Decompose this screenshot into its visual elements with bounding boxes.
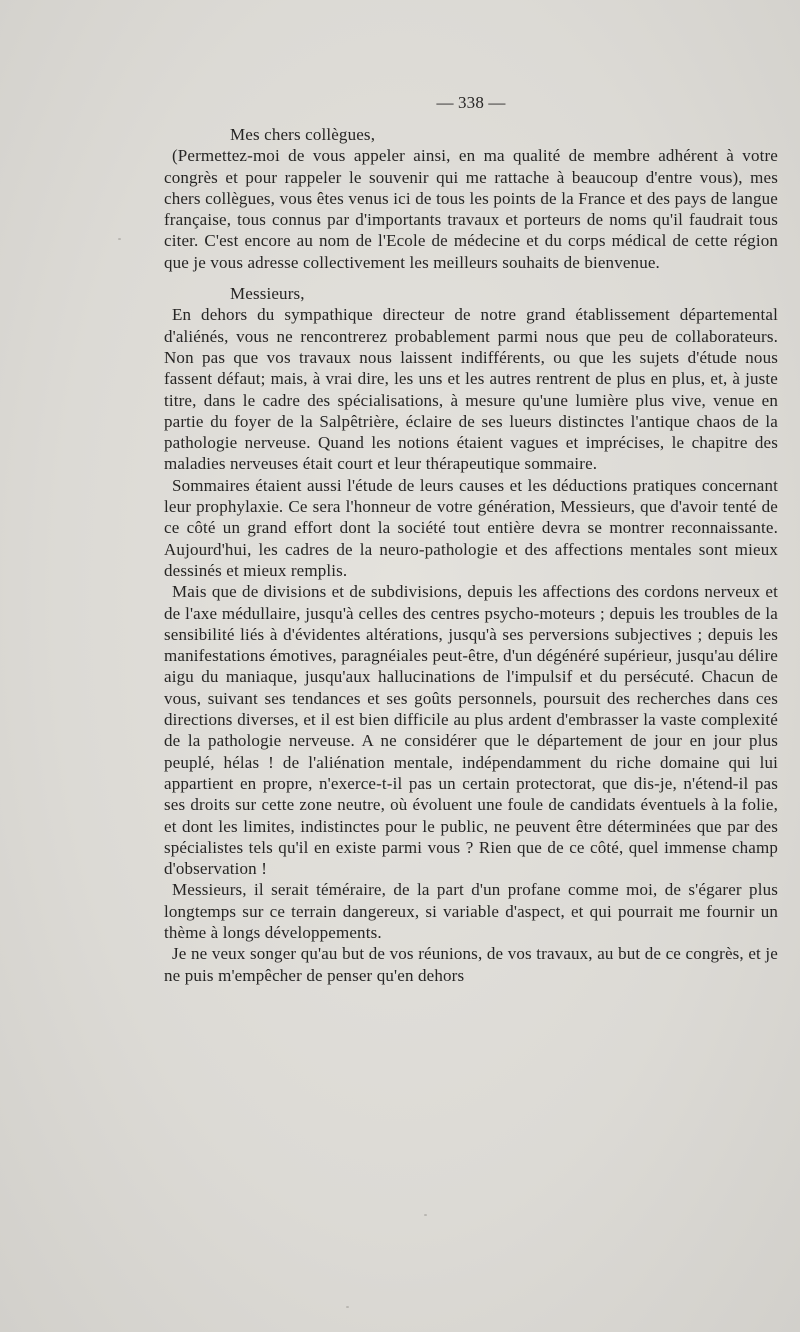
paragraph: Mais que de divisions et de subdivisions, depuis les affections des cordons nerveux et de l'axe médullaire, jusqu'à celles des centres psycho-moteurs ; depuis les troubles de la sensibilité liés à d'évidentes altérations, jusqu'à ses perversions subjectives ; depuis les manifestations émotives, paragnéiales peut-être, d'un dégénéré supérieur, jusqu'au délire aigu du maniaque, jusqu'aux hallucinations de l'impulsif et du persécuté. Chacun de vous, suivant ses tendances et ses goûts personnels, poursuit des recherches dans ces directions diverses, et il est bien difficile au plus ardent d'embrasser la vaste complexité de la pathologie nerveuse. A ne considérer que le département de jour en jour plus peuplé, hélas ! de l'aliénation mentale, indépendamment du riche domaine qui lui appartient en propre, n'exerce-t-il pas un certain protectorat, que dis-je, n'étend-il pas ses droits sur cette zone neutre, où évoluent une foule de candidats éventuels à la folie, et dont les limites, indistinctes pour le public, ne peuvent être déterminées que par des spécialistes tels qu'il en existe parmi vous ? Rien que de ce côté, quel immense champ d'observation ! <box>164 582 778 879</box>
paragraph: Messieurs, il serait téméraire, de la part d'un profane comme moi, de s'égarer plus longtemps sur ce terrain dangereux, si variable d'aspect, et qui pourrait me fournir un thème à longs développements. <box>164 880 778 942</box>
paragraph: Sommaires étaient aussi l'étude de leurs causes et les déductions pratiques concernant leur prophylaxie. Ce sera l'honneur de votre génération, Messieurs, que d'avoir tenté de ce côté un grand effort dont la société tout entière devra se montrer reconnaissante. Aujourd'hui, les cadres de la neuro-pathologie et des affections mentales sont mieux dessinés et mieux remplis. <box>164 475 778 580</box>
paragraph: Je ne veux songer qu'au but de vos réunions, de vos travaux, au but de ce congrès, et je ne puis m'empêcher de penser qu'en dehors <box>164 944 778 985</box>
salutation-colleagues: Mes chers collègues, <box>230 125 376 144</box>
salutation-messieurs: Messieurs, <box>230 284 305 304</box>
paragraph: (Permettez-moi de vous appeler ainsi, en ma qualité de membre adhérent à votre congrès et pour rappeler le souvenir qui me rattache à beaucoup d'entre vous), mes chers collègues, vous êtes venus ici de tous les points de la France et des pays de langue française, tous connus par d'importants travaux et porteurs de noms qu'il faudrait tous citer. C'est encore au nom de l'Ecole de médecine et du corps médical de cette région que je vous adresse collectivement les meilleurs souhaits de bienvenue. <box>164 146 778 272</box>
page-number: — 338 — <box>436 93 506 112</box>
paragraph-gap <box>164 273 778 283</box>
paragraph: En dehors du sympathique directeur de notre grand établissement départemental d'aliénés, vous ne rencontrerez probablement parmi nous que peu de collaborateurs. Non pas que vos travaux nous laissent indifférents, ou que les sujets d'étude nous fassent défaut; mais, à vrai dire, les uns et les autres rentrent de plus en plus, et, à juste titre, dans le cadre des spécialisations, à mesure qu'une lumière plus vive, venue en partie du foyer de la Salpêtrière, éclaire de ses lueurs distinctes l'antique chaos de la pathologie nerveuse. Quand les notions étaient vagues et imprécises, le chapitre des maladies nerveuses était court et leur thérapeutique sommaire. <box>164 305 778 474</box>
paper-speck <box>424 1214 427 1216</box>
paper-speck <box>346 1306 349 1308</box>
paper-speck <box>118 238 121 240</box>
page-text <box>164 92 778 986</box>
